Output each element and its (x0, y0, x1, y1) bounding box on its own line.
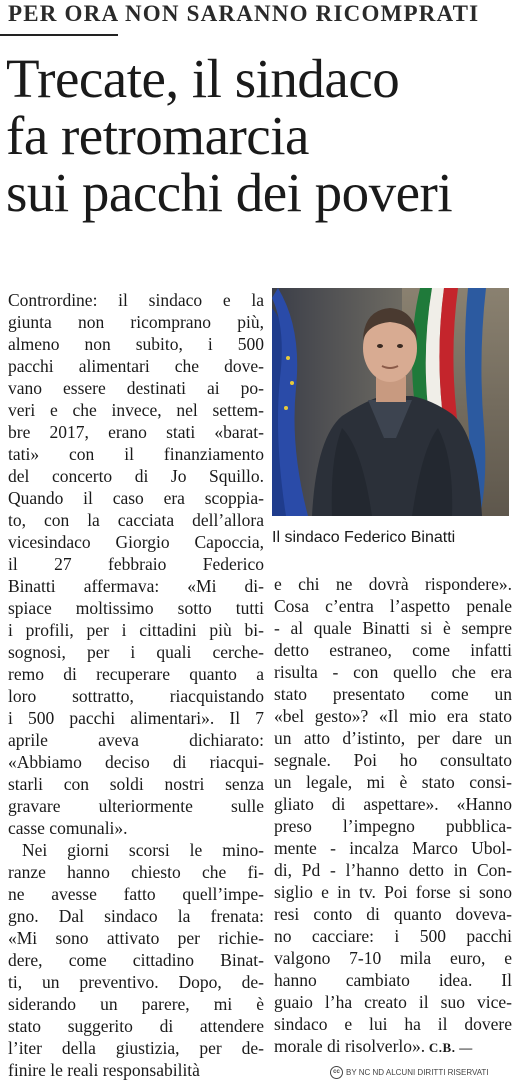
article-line: mente - incalza Marco Ubol- (274, 838, 512, 858)
article-line: aprile aveva dichiarato: (8, 730, 264, 750)
article-line: un atto d’istinto, per dare un (274, 728, 512, 748)
headline-line: Trecate, il sindaco (6, 48, 400, 109)
photo-caption: Il sindaco Federico Binatti (272, 529, 456, 546)
article-line: casse comunali». (8, 818, 128, 838)
article-line: Cosa c’entra l’aspetto penale (274, 596, 512, 616)
kicker-rule (0, 34, 118, 36)
article-line: vano essere destinati ai po- (8, 378, 264, 398)
article-line: segnale. Poi ho consultato (274, 750, 512, 770)
article-line: - al quale Binatti si è sempre (274, 618, 512, 638)
article-line: i profili, per i cittadini più bi- (8, 620, 264, 640)
article-line: ranze hanno chiesto che fi- (8, 862, 264, 882)
article-line: gno. Dal sindaco la frenata: (8, 906, 264, 926)
headline (6, 50, 452, 221)
article-line: preso l’impegno pubblica- (274, 816, 512, 836)
article-line: del concerto di Jo Squillo. (8, 466, 264, 486)
article-line: no cacciare: i 500 pacchi (274, 926, 512, 946)
article-line: giunta non ricomprano più, (8, 312, 264, 332)
article-line: Quando il caso era scoppia- (8, 488, 264, 508)
article-line: ne avesse fatto quell’impe- (8, 884, 264, 904)
mayor-photo (272, 288, 509, 516)
photo-illustration (272, 288, 509, 516)
article-line: stato suggerito di attendere (8, 1016, 264, 1036)
article-line: almeno non subito, i 500 (8, 334, 264, 354)
kicker: PER ORA NON SARANNO RICOMPRATI (8, 1, 480, 26)
article-line: tati» con il finanziamento (8, 444, 264, 464)
article-line: di, Pd - l’hanno detto in Con- (274, 860, 512, 880)
article-line: valgono 7-10 mila euro, e (274, 948, 512, 968)
article-line: spiace moltissimo sotto tutti (8, 598, 264, 618)
article-line: ti, un preventivo. Dopo, de- (8, 972, 264, 992)
article-line: «bel gesto»? «Il mio era stato (274, 706, 512, 726)
article-line: morale di risolverlo». C.B. — (274, 1036, 473, 1056)
article-column-2 (274, 573, 512, 1057)
article-line: resi conto di quanto doveva- (274, 904, 512, 924)
article-line: gliato di aspettare». «Hanno (274, 794, 512, 814)
article-line: sognosi, per i quali cerche- (8, 642, 264, 662)
article-line: finire le reali responsabilità (8, 1060, 200, 1080)
headline-line: fa retromarcia (6, 105, 309, 166)
article-line: i 500 pacchi alimentari». Il 7 (8, 708, 264, 728)
article-line: siderando un parere, mi è (8, 994, 264, 1014)
article-line: «Abbiamo deciso di riacqui- (8, 752, 264, 772)
article-line: pacchi alimentari che dove- (8, 356, 264, 376)
license-text: BY NC ND ALCUNI DIRITTI RISERVATI (346, 1068, 489, 1077)
article-line: «Mi sono attivato per richie- (8, 928, 264, 948)
article-line: Contrordine: il sindaco e la (8, 290, 264, 310)
license-notice (330, 1066, 489, 1079)
article-line: detto estraneo, come infatti (274, 640, 512, 660)
article-line: gravare ulteriormente sulle (8, 796, 264, 816)
headline-line: sui pacchi dei poveri (6, 162, 453, 223)
article-line: veri e che invece, nel settem- (8, 400, 264, 420)
article-line: to, con la cacciata dell’allora (8, 510, 264, 530)
article-line: risulta - con quello che era (274, 662, 512, 682)
article-line: starli con soldi nostri senza (8, 774, 264, 794)
cc-icon: cc (330, 1066, 343, 1079)
article-line: bre 2017, erano stati «barat- (8, 422, 264, 442)
article-line: sindaco e lui ha il dovere (274, 1014, 512, 1034)
article-line: loro sottratto, riacquistando (8, 686, 264, 706)
article-line: e chi ne dovrà rispondere». (274, 574, 512, 594)
article-line: guaio l’ha creato il suo vice- (274, 992, 512, 1012)
article-line: remo di recuperare quanto a (8, 664, 264, 684)
article-line: Binatti affermava: «Mi di- (8, 576, 264, 596)
article-line: vicesindaco Giorgio Capoccia, (8, 532, 264, 552)
article-line: l’iter della giustizia, per de- (8, 1038, 264, 1058)
article-line: dere, come cittadino Binat- (8, 950, 264, 970)
article-column-1 (8, 289, 264, 1081)
article-line: il 27 febbraio Federico (8, 554, 264, 574)
article-line: un legale, mi è stato consi- (274, 772, 512, 792)
author-signature: C.B. — (425, 1040, 473, 1055)
article-line: hanno cambiato idea. Il (274, 970, 512, 990)
article-line: Nei giorni scorsi le mino- (22, 840, 264, 860)
article-line: siglio e in tv. Poi forse si sono (274, 882, 512, 902)
article-line: stato presentato come un (274, 684, 512, 704)
